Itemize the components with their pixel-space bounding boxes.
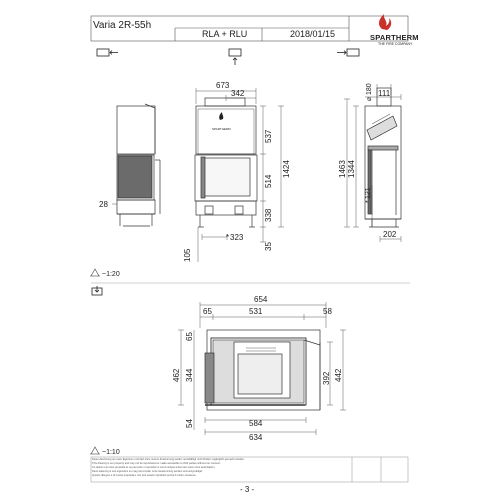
dim-plan-base-outer: 634 <box>249 433 263 442</box>
scale-top-label: ~1:20 <box>102 271 120 278</box>
flame-icon <box>379 14 391 30</box>
front-logo-icon <box>212 112 231 131</box>
brand-tagline: THE FIRE COMPANY <box>378 42 413 46</box>
dim-plan-right-off: 58 <box>323 307 332 316</box>
dim-plan-left-off: 65 <box>203 307 212 316</box>
dim-front-depth-prefix: * <box>226 233 230 242</box>
dim-front-top: 537 <box>264 129 273 143</box>
dim-plan-height-inner: 344 <box>185 368 194 382</box>
dim-side-mid: 121 <box>365 187 372 199</box>
dim-plan-inner: 531 <box>249 307 263 316</box>
plan-view-marker-icon <box>92 286 102 295</box>
dim-plan-right-b: 442 <box>334 368 343 382</box>
page-number: - 3 - <box>240 485 255 494</box>
dim-plan-bottom: 54 <box>185 419 194 428</box>
dim-front-bottom: 105 <box>183 248 192 262</box>
dim-plan-height-total: 462 <box>172 368 181 382</box>
dim-side-offset: 111 <box>378 89 391 98</box>
brand-name: SPARTHERM <box>370 33 419 42</box>
date-label: 2018/01/15 <box>290 29 336 39</box>
footer-line-2: This drawing is our property and may not be reproduced or made accessible to third parties without our consent. <box>92 462 221 465</box>
scale-bottom-label: ~1:10 <box>102 449 120 456</box>
footer-line-3: Ce dessin est notre propriété et ne peut être ni reproduit ni communiqué à des tiers sans notre autorisation. <box>92 466 216 469</box>
dim-side-height-a: 1463 <box>338 160 347 178</box>
footer-line-5: Questo disegno è di nostra proprietà e non può essere riprodotto senza il nostro consenso. <box>92 474 197 477</box>
dim-front-half: 342 <box>231 89 245 98</box>
view-marker-front-icon <box>229 49 241 65</box>
svg-text:SPARTHERM: SPARTHERM <box>212 127 231 131</box>
dim-side-height-b: 1344 <box>347 160 356 178</box>
dim-side-base: 202 <box>383 230 397 239</box>
dim-plan-right-a: 392 <box>322 371 331 385</box>
footer-line-4: Deze tekening is ons eigendom en mag niet zonder onze toestemming worden vermenigvuldigd. <box>92 470 203 473</box>
dim-plan-outer: 654 <box>254 295 268 304</box>
side-section-view <box>365 88 401 227</box>
dim-side-mid-prefix: * <box>365 200 372 203</box>
variant-label: RLA + RLU <box>202 29 248 39</box>
footer-line-1: Diese Zeichnung ist unser Eigentum und darf ohne unsere Zustimmung weder vervielfältigt noch Dritten zugänglich gemacht werden. <box>92 458 245 461</box>
dim-front-foot: 35 <box>264 242 273 251</box>
view-marker-right-icon <box>337 49 359 56</box>
scale-badge-bottom-icon <box>90 447 100 454</box>
model-title: Varia 2R-55h <box>93 20 152 31</box>
dim-front-depth: 323 <box>230 233 244 242</box>
dim-front-low: 338 <box>264 208 273 222</box>
left-side-view <box>117 104 160 226</box>
dim-front-total: 1424 <box>282 160 291 178</box>
dim-plan-left-a: 65 <box>185 332 194 341</box>
dim-front-width: 673 <box>216 81 230 90</box>
scale-badge-top-icon <box>90 269 100 276</box>
dim-front-mid: 514 <box>264 174 273 188</box>
view-marker-left-icon <box>97 49 118 56</box>
dim-left-28: 28 <box>99 200 108 209</box>
plan-view <box>205 330 320 410</box>
dim-plan-base-inner: 584 <box>249 419 263 428</box>
header-frame <box>91 16 408 41</box>
dim-side-flue: 180 <box>366 83 373 95</box>
front-view <box>195 98 257 227</box>
dim-side-flue-prefix: ⌀ <box>366 96 373 101</box>
